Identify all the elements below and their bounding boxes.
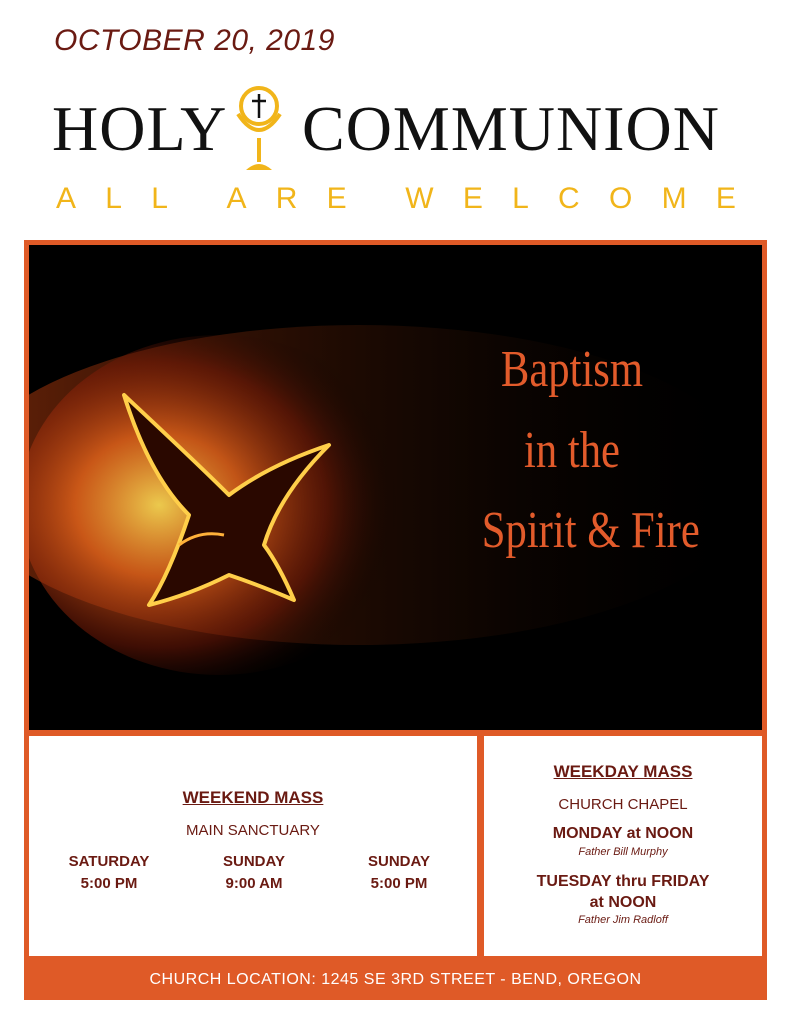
chalice-cross-icon (232, 84, 286, 174)
church-location-footer: CHURCH LOCATION: 1245 SE 3RD STREET - BEND, OREGON (149, 971, 642, 988)
tagline-letter: L (512, 182, 529, 215)
slot-time: 5:00 PM (370, 874, 428, 892)
hero-banner (29, 245, 762, 730)
weekday-mass-panel (484, 736, 762, 956)
bulletin-date: OCTOBER 20, 2019 (54, 24, 335, 57)
welcome-tagline (56, 182, 736, 216)
tagline-letter: A (226, 182, 247, 215)
tagline-letter: A (56, 182, 77, 215)
weekend-mass-panel (29, 736, 477, 956)
tuesday-line: TUESDAY thru FRIDAY (536, 873, 710, 890)
title-communion: COMMUNION (302, 93, 720, 164)
hero-line: in the (524, 421, 620, 479)
tagline-letter: W (405, 182, 434, 215)
monday-priest: Father Bill Murphy (578, 846, 668, 858)
tagline-letter: E (326, 182, 347, 215)
tuesday-priest: Father Jim Radloff (578, 914, 668, 926)
tuesday-line: at NOON (589, 893, 657, 911)
mass-slot (194, 851, 314, 895)
tagline-letter: R (275, 182, 298, 215)
weekday-location: CHURCH CHAPEL (558, 796, 688, 813)
title-holy: HOLY (52, 93, 228, 164)
slot-day: SUNDAY (368, 853, 430, 870)
tagline-letter: C (558, 182, 580, 215)
hero-heading (481, 330, 700, 572)
tagline-letter: O (608, 182, 633, 215)
weekday-mass-heading: WEEKDAY MASS (553, 762, 693, 781)
tagline-letter: E (715, 182, 736, 215)
slot-day: SUNDAY (223, 853, 285, 870)
mass-slot (339, 851, 459, 895)
monday-schedule: MONDAY at NOON (552, 825, 694, 842)
weekend-location: MAIN SANCTUARY (186, 822, 320, 839)
hero-line: Baptism (500, 341, 644, 398)
slot-day: SATURDAY (68, 853, 150, 870)
tagline-letter: L (151, 182, 168, 215)
weekend-schedule (49, 851, 459, 895)
page-title (52, 84, 742, 174)
tagline-letter: E (462, 182, 483, 215)
hero-line: Spirit & Fire (481, 502, 700, 560)
tagline-letter: M (661, 182, 687, 215)
tagline-letter: L (105, 182, 122, 215)
tuesday-schedule (504, 872, 742, 914)
weekend-mass-heading: WEEKEND MASS (182, 788, 324, 807)
slot-time: 9:00 AM (225, 874, 283, 892)
mass-slot (49, 851, 169, 895)
slot-time: 5:00 PM (80, 874, 138, 892)
